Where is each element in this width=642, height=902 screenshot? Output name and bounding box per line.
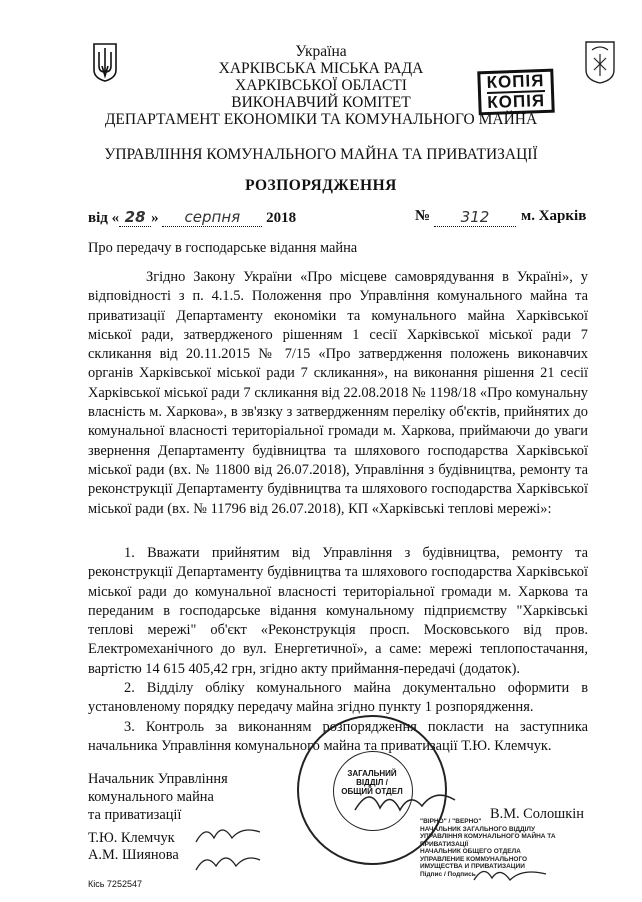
- copy-stamp-line1: КОПІЯ: [486, 71, 545, 93]
- verified-stamp-line2: НАЧАЛЬНИК ЗАГАЛЬНОГО ВІДДІЛУ: [420, 825, 536, 833]
- date-line: [88, 208, 628, 227]
- executor-2: А.М. Шиянова: [88, 847, 179, 863]
- header-department: ДЕПАРТАМЕНТ ЕКОНОМІКИ ТА КОМУНАЛЬНОГО МАЙНА: [104, 111, 538, 128]
- round-seal-line1: ЗАГАЛЬНИЙ: [347, 769, 397, 778]
- date-mid: »: [151, 210, 159, 226]
- copy-stamp-line2: КОПІЯ: [487, 90, 546, 112]
- document-subject: Про передачу в господарське відання майна: [88, 240, 358, 256]
- header-directorate: УПРАВЛІННЯ КОМУНАЛЬНОГО МАЙНА ТА ПРИВАТИЗАЦІЇ: [104, 146, 538, 163]
- order-number: 312: [434, 208, 516, 227]
- date-month: серпня: [162, 208, 262, 227]
- position-line-1: Начальник Управління: [88, 771, 228, 787]
- header-council: ХАРКІВСЬКА МІСЬКА РАДА: [218, 60, 424, 77]
- city: м. Харків: [521, 208, 587, 224]
- verified-stamp-line6: Підпис / Подпись: [420, 870, 476, 878]
- signatory-position: [88, 770, 228, 824]
- verified-stamp-line4: НАЧАЛЬНИК ОБЩЕГО ОТДЕЛА: [420, 848, 521, 855]
- date-day: 28: [119, 208, 151, 227]
- signatory-name: В.М. Солошкін: [490, 806, 584, 822]
- number-label: №: [415, 208, 431, 224]
- document-title: РОЗПОРЯДЖЕННЯ: [245, 177, 397, 194]
- date-year: 2018: [266, 210, 297, 226]
- verified-stamp-line3: УПРАВЛІННЯ КОМУНАЛЬНОГО МАЙНА ТА ПРИВАТИЗАЦІЇ: [420, 833, 556, 848]
- header-committee: ВИКОНАВЧИЙ КОМІТЕТ: [231, 94, 411, 111]
- order-item-3: 3. Контроль за виконанням розпорядження покласти на заступника начальника Управління комунального майна та приватизації Т.Ю. Клемчук.: [88, 718, 588, 754]
- header-country: Україна: [295, 43, 347, 60]
- verified-signature-icon: [470, 862, 550, 886]
- executor-1: Т.Ю. Клемчук: [88, 830, 175, 846]
- order-item-1: 1. Вважати прийнятим від Управління з будівництва, ремонту та реконструкції Департаменту будівництва та шляхового господарства Харківської міської ради до комунальної власності територіальної громади м. Харкова та переданим в господарське відання комунальному підприємству "Харківські теплові мережі" об'єкт «Реконструкція просп. Московського від пров. Електромеханічного до вул. Енергетичної», а саме: мережі теплопостачання, вартістю 14 615 405,42 грн, згідно акту приймання-передачі (додаток).: [88, 545, 588, 677]
- order-item-2: 2. Відділу обліку комунального майна документально оформити в установленому порядку передачу майна згідно пункту 1 розпорядження.: [88, 680, 588, 716]
- preamble-text: Згідно Закону України «Про місцеве самоврядування в Україні», у відповідності з п. 4.1.5. Положення про Управління комунального майна та приватизації Департаменту економіки та комунального майна Харківської міської ради, затвердженого рішенням 1 сесії Харківської міської ради 7 скликання від 20.11.2015 № 7/15 «Про затвердження положень виконавчих органів Харківської міської ради 7 скликання», на виконання рішення 21 сесії Харківської міської ради 7 скликання від 22.08.2018 № 1198/18 «Про комунальну власність м. Харкова», в зв'язку з затвердженням переліку об'єктів, прийнятих до комунальної власності територіальної громади м. Харкова, приймаючи до уваги звернення Департаменту будівництва та шляхового господарства Харківської міської ради (вх. № 11800 від 26.07.2018), Управління з будівництва, ремонту та реконструкції Департаменту будівництва та шляхового господарства Харківської міської ради (вх. № 11796 від 26.07.2018), КП «Харківські теплові мережі»:: [88, 269, 588, 517]
- footer-code: Кісь 7252547: [88, 879, 142, 889]
- verified-stamp-line1: "ВІРНО" / "ВЕРНО": [420, 818, 482, 825]
- position-line-3: та приватизації: [88, 807, 182, 823]
- position-line-2: комунального майна: [88, 789, 214, 805]
- verified-stamp-line5: УПРАВЛЕНИЕ КОММУНАЛЬНОГО ИМУЩЕСТВА И ПРИВАТИЗАЦИИ: [420, 855, 528, 870]
- director-signature-icon: [350, 780, 460, 820]
- preamble: [88, 268, 588, 519]
- executors: [88, 830, 179, 864]
- round-seal-line3: ОБЩИЙ ОТДЕЛ: [341, 787, 403, 796]
- from-label: від «: [88, 210, 120, 226]
- copy-stamp: [477, 69, 554, 116]
- round-seal-line2: ВІДДІЛ /: [356, 778, 388, 787]
- executor-signatures-icon: [192, 818, 264, 878]
- header-region: ХАРКІВСЬКОЇ ОБЛАСТІ: [235, 77, 407, 94]
